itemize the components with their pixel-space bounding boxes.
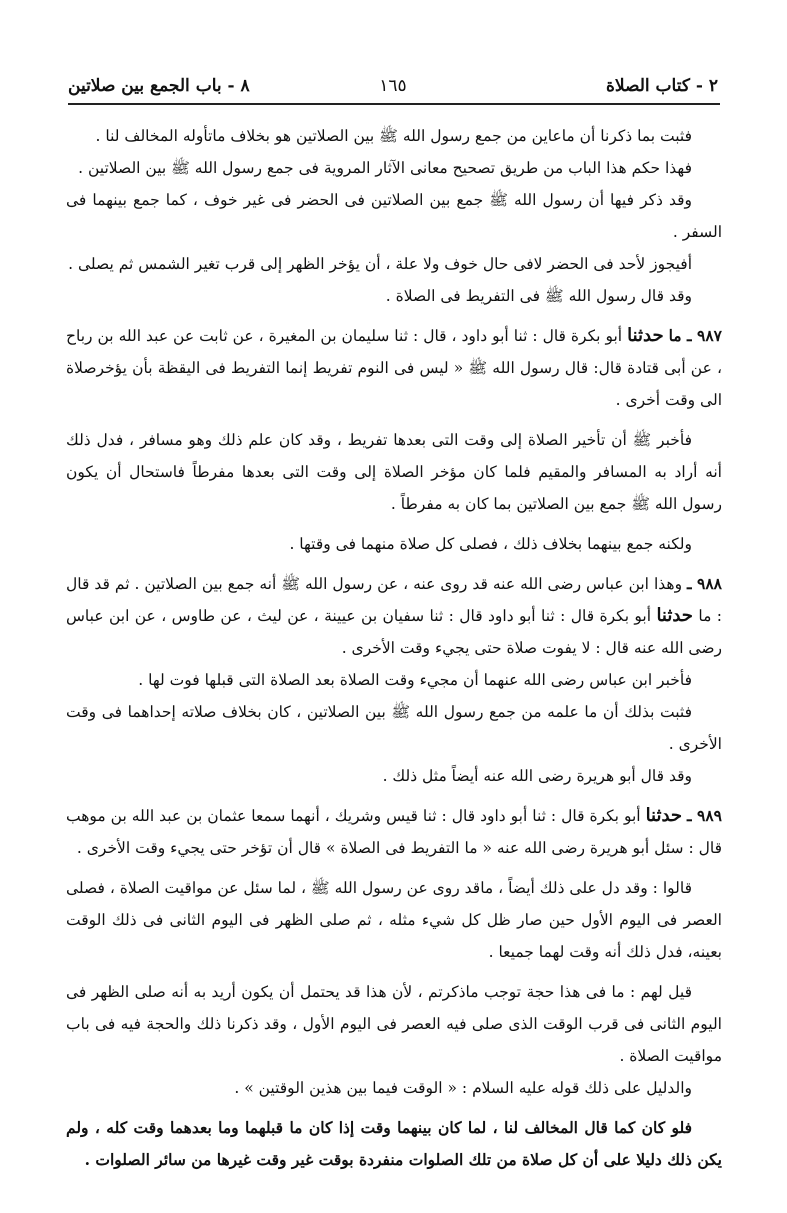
haddathana-word: حدثنا bbox=[656, 605, 693, 626]
paragraph: فأخبر ﷺ أن تأخير الصلاة إلى وقت التى بعدها تفريط ، وقد كان علم ذلك وهو مسافر ، فدل ذلك أنه أراد به المسافر والمقيم فلما كان مؤخر الصلاة إلى وقت التى بعدها مفرطاً فاستحال أن يكون رسول الله ﷺ جمع بين الصلاتين بما كان به مفرطاً . bbox=[66, 431, 722, 513]
haddathana-word: حدثنا bbox=[645, 805, 683, 826]
paragraph: وقد ذكر فيها أن رسول الله ﷺ جمع بين الصلاتين فى الحضر فى غير خوف ، كما جمع بينهما فى السفر . bbox=[66, 191, 722, 241]
body-text bbox=[66, 120, 722, 1176]
paragraph: ولكنه جمع بينهما بخلاف ذلك ، فصلى كل صلاة منهما فى وقتها . bbox=[289, 535, 692, 553]
header-rule bbox=[68, 103, 720, 105]
paragraph: فلو كان كما قال المخالف لنا ، لما كان بينهما وقت إذا كان ما قبلهما وما بعدهما وقت كله ، ولم يكن ذلك دليلا على أن كل صلاة من تلك الصلوات منفردة بوقت غير وقت غيرها من سائر الصلوات . bbox=[66, 1118, 722, 1169]
paragraph: قالوا : وقد دل على ذلك أيضاً ، ماقد روى عن رسول الله ﷺ ، لما سئل عن مواقيت الصلاة ، فصلى العصر فى اليوم الأول حين صار ظل كل شيء مثله ، ثم صلى الظهر فى اليوم الثانى فى ذلك الوقت بعينه، فدل ذلك أنه وقت لهما جميعا . bbox=[65, 879, 722, 961]
paragraph: والدليل على ذلك قوله عليه السلام : « الوقت فيما بين هذين الوقتين » . bbox=[234, 1079, 692, 1097]
hadith-number: ٩٨٩ ـ bbox=[687, 806, 723, 825]
running-header bbox=[68, 72, 718, 104]
section-title: ٨ - باب الجمع بين صلاتين bbox=[68, 76, 250, 96]
hadith-989: ٩٨٩ ـ حدثنا أبو بكرة قال : ثنا أبو داود قال : ثنا قيس وشريك ، أنهما سمعا عثمان بن عبد الله بن موهب قال : سئل أبو هريرة رضى الله عنه « ما التفريط فى الصلاة » قال أن تؤخر حتى يجيء وقت الأخرى . bbox=[66, 805, 723, 857]
hadith-number: ٩٨٧ ـ ما bbox=[668, 326, 723, 345]
chapter-title: ٢ - كتاب الصلاة bbox=[605, 76, 718, 96]
hadith-987: ٩٨٧ ـ ما حدثنا أبو بكرة قال : ثنا أبو داود ، قال : ثنا سليمان بن المغيرة ، عن ثابت عن عبد الله بن رباح ، عن أبى قتادة قال: قال رسول الله ﷺ « ليس فى النوم تفريط إنما التفريط فى اليقظة بأن يؤخرصلاة الى وقت أخرى . bbox=[66, 325, 723, 409]
page-number: ١٦٥ bbox=[379, 76, 407, 96]
paragraph: فثبت بما ذكرنا أن ماعاين من جمع رسول الله ﷺ بين الصلاتين هو بخلاف ماتأوله المخالف لنا . bbox=[95, 127, 692, 145]
paragraph: وقد قال رسول الله ﷺ فى التفريط فى الصلاة . bbox=[385, 287, 692, 305]
hadith-988: ٩٨٨ ـ وهذا ابن عباس رضى الله عنه قد روى عنه ، عن رسول الله ﷺ أنه جمع بين الصلاتين . ثم قد قال : ما حدثنا أبو بكرة قال : ثنا أبو داود قال : ثنا سفيان بن عيينة ، عن ليث ، عن طاوس ، عن ابن عباس رضى الله عنه قال : لا يفوت صلاة حتى يجيء وقت الأخرى . bbox=[66, 574, 722, 657]
paragraph: فهذا حكم هذا الباب من طريق تصحيح معانى الآثار المروية فى جمع رسول الله ﷺ بين الصلاتين . bbox=[78, 159, 692, 177]
haddathana-word: حدثنا bbox=[627, 325, 664, 346]
paragraph: أفيجوز لأحد فى الحضر لافى حال خوف ولا علة ، أن يؤخر الظهر إلى قرب تغير الشمس ثم يصلى . bbox=[68, 255, 692, 273]
paragraph: فثبت بذلك أن ما علمه من جمع رسول الله ﷺ بين الصلاتين ، كان بخلاف صلاته إحداهما فى وقت الأخرى . bbox=[66, 703, 722, 753]
paragraph: وقد قال أبو هريرة رضى الله عنه أيضاً مثل ذلك . bbox=[382, 767, 692, 785]
paragraph: قيل لهم : ما فى هذا حجة توجب ماذكرتم ، لأن هذا قد يحتمل أن يكون أريد به أنه صلى الظهر فى اليوم الثانى فى قرب الوقت الذى صلى فيه العصر فى اليوم الأول ، وقد ذكرنا ذلك والحجة فيه فى باب مواقيت الصلاة . bbox=[66, 983, 722, 1065]
paragraph: فأخبر ابن عباس رضى الله عنهما أن مجيء وقت الصلاة بعد الصلاة التى قبلها فوت لها . bbox=[138, 671, 692, 689]
hadith-number: ٩٨٨ ـ bbox=[687, 574, 722, 593]
